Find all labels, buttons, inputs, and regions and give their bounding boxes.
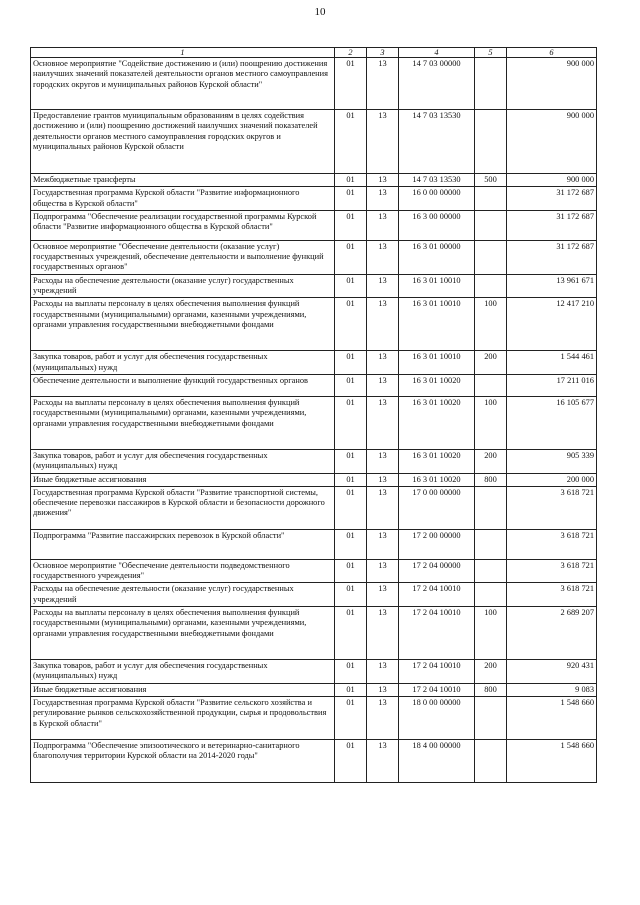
row-subsection: 13 [367, 660, 399, 684]
row-section: 01 [335, 739, 367, 782]
row-amount: 17 211 016 [507, 374, 597, 396]
row-expense-type [475, 187, 507, 211]
table-row [31, 486, 597, 529]
row-target-article: 16 3 00 00000 [399, 210, 475, 240]
row-target-article: 17 2 04 10010 [399, 660, 475, 684]
row-amount: 3 618 721 [507, 559, 597, 583]
row-expense-type: 800 [475, 473, 507, 486]
table-row [31, 559, 597, 583]
row-target-article: 18 4 00 00000 [399, 739, 475, 782]
row-name: Предоставление грантов муниципальным образованиям в целях содействия достижению и (или) поощрению достижений наилучших значений показателей деятельности органов местного самоуправления городских округов и муниципальных районов Курской области [31, 110, 335, 174]
table-row [31, 374, 597, 396]
table-row [31, 660, 597, 684]
row-target-article: 17 2 04 10010 [399, 607, 475, 660]
row-amount: 13 961 671 [507, 274, 597, 298]
row-name: Подпрограмма "Обеспечение эпизоотического и ветеринарно-санитарного благополучия территории Курской области на 2014-2020 годы" [31, 739, 335, 782]
row-subsection: 13 [367, 739, 399, 782]
table-row [31, 683, 597, 696]
row-subsection: 13 [367, 298, 399, 351]
row-amount: 1 544 461 [507, 351, 597, 375]
row-target-article: 14 7 03 13530 [399, 174, 475, 187]
row-section: 01 [335, 486, 367, 529]
row-subsection: 13 [367, 473, 399, 486]
row-section: 01 [335, 529, 367, 559]
budget-table [30, 47, 597, 783]
row-expense-type [475, 739, 507, 782]
table-row [31, 739, 597, 782]
row-subsection: 13 [367, 449, 399, 473]
row-name: Закупка товаров, работ и услуг для обеспечения государственных (муниципальных) нужд [31, 660, 335, 684]
row-name: Основное мероприятие "Содействие достижению и (или) поощрению достижения наилучших значений показателей деятельности органов местного самоуправления городских округов и муниципальных районов Курской области" [31, 58, 335, 110]
row-section: 01 [335, 58, 367, 110]
header-cell: 1 [31, 48, 335, 58]
row-expense-type [475, 58, 507, 110]
row-amount: 31 172 687 [507, 240, 597, 274]
row-amount: 920 431 [507, 660, 597, 684]
table-row [31, 58, 597, 110]
row-subsection: 13 [367, 110, 399, 174]
row-target-article: 18 0 00 00000 [399, 696, 475, 739]
row-expense-type: 100 [475, 607, 507, 660]
row-expense-type [475, 696, 507, 739]
row-amount: 3 618 721 [507, 583, 597, 607]
row-target-article: 17 2 04 00000 [399, 559, 475, 583]
table-row [31, 583, 597, 607]
table-row [31, 298, 597, 351]
row-target-article: 14 7 03 13530 [399, 110, 475, 174]
row-name: Закупка товаров, работ и услуг для обеспечения государственных (муниципальных) нужд [31, 351, 335, 375]
header-cell: 6 [507, 48, 597, 58]
table-row [31, 396, 597, 449]
row-expense-type [475, 210, 507, 240]
row-subsection: 13 [367, 240, 399, 274]
row-target-article: 16 3 01 10020 [399, 449, 475, 473]
row-target-article: 17 2 04 10010 [399, 583, 475, 607]
header-cell: 3 [367, 48, 399, 58]
row-amount: 905 339 [507, 449, 597, 473]
row-section: 01 [335, 374, 367, 396]
row-subsection: 13 [367, 607, 399, 660]
row-subsection: 13 [367, 351, 399, 375]
row-name: Государственная программа Курской области "Развитие информационного общества в Курской области" [31, 187, 335, 211]
row-section: 01 [335, 240, 367, 274]
row-name: Расходы на выплаты персоналу в целях обеспечения выполнения функций государственными (муниципальными) органами, казенными учреждениями, органами управления государственными внебюджетными фондами [31, 298, 335, 351]
table-row [31, 449, 597, 473]
row-subsection: 13 [367, 529, 399, 559]
row-section: 01 [335, 660, 367, 684]
row-subsection: 13 [367, 210, 399, 240]
table-row [31, 187, 597, 211]
row-target-article: 16 3 01 10010 [399, 274, 475, 298]
row-name: Основное мероприятие "Обеспечение деятельности (оказание услуг) государственных учреждений, обеспечение деятельности и выполнение функций государственных органов" [31, 240, 335, 274]
header-row [31, 48, 597, 58]
row-expense-type: 100 [475, 396, 507, 449]
row-target-article: 16 3 01 10020 [399, 374, 475, 396]
row-subsection: 13 [367, 396, 399, 449]
row-target-article: 17 2 00 00000 [399, 529, 475, 559]
row-name: Закупка товаров, работ и услуг для обеспечения государственных (муниципальных) нужд [31, 449, 335, 473]
row-section: 01 [335, 607, 367, 660]
row-amount: 12 417 210 [507, 298, 597, 351]
row-section: 01 [335, 210, 367, 240]
row-subsection: 13 [367, 583, 399, 607]
row-name: Подпрограмма "Обеспечение реализации государственной программы Курской области "Развитие информационного общества в Курской области" [31, 210, 335, 240]
row-name: Подпрограмма "Развитие пассажирских перевозок в Курской области" [31, 529, 335, 559]
table-row [31, 174, 597, 187]
table-row [31, 240, 597, 274]
row-section: 01 [335, 174, 367, 187]
table-row [31, 607, 597, 660]
row-name: Иные бюджетные ассигнования [31, 473, 335, 486]
row-expense-type: 100 [475, 298, 507, 351]
row-section: 01 [335, 110, 367, 174]
row-subsection: 13 [367, 559, 399, 583]
row-name: Расходы на выплаты персоналу в целях обеспечения выполнения функций государственными (муниципальными) органами, казенными учреждениями, органами управления государственными внебюджетными фондами [31, 396, 335, 449]
row-target-article: 16 3 01 10010 [399, 351, 475, 375]
table-row [31, 473, 597, 486]
row-target-article: 16 0 00 00000 [399, 187, 475, 211]
row-name: Межбюджетные трансферты [31, 174, 335, 187]
row-amount: 200 000 [507, 473, 597, 486]
row-subsection: 13 [367, 174, 399, 187]
row-target-article: 17 0 00 00000 [399, 486, 475, 529]
row-section: 01 [335, 449, 367, 473]
row-section: 01 [335, 396, 367, 449]
row-section: 01 [335, 696, 367, 739]
table-row [31, 351, 597, 375]
row-expense-type: 200 [475, 449, 507, 473]
table-row [31, 110, 597, 174]
row-expense-type [475, 486, 507, 529]
row-name: Расходы на обеспечение деятельности (оказание услуг) государственных учреждений [31, 274, 335, 298]
row-expense-type [475, 374, 507, 396]
row-subsection: 13 [367, 58, 399, 110]
row-target-article: 16 3 01 10020 [399, 473, 475, 486]
row-amount: 1 548 660 [507, 696, 597, 739]
row-expense-type [475, 529, 507, 559]
row-expense-type: 200 [475, 351, 507, 375]
row-amount: 900 000 [507, 58, 597, 110]
row-expense-type [475, 583, 507, 607]
row-section: 01 [335, 274, 367, 298]
row-amount: 9 083 [507, 683, 597, 696]
page-number: 10 [314, 6, 326, 18]
row-name: Государственная программа Курской области "Развитие транспортной системы, обеспечение перевозки пассажиров в Курской области и безопасности дорожного движения" [31, 486, 335, 529]
row-expense-type [475, 110, 507, 174]
row-subsection: 13 [367, 187, 399, 211]
row-subsection: 13 [367, 696, 399, 739]
row-amount: 3 618 721 [507, 486, 597, 529]
row-expense-type: 500 [475, 174, 507, 187]
row-amount: 16 105 677 [507, 396, 597, 449]
header-cell: 5 [475, 48, 507, 58]
row-target-article: 16 3 01 00000 [399, 240, 475, 274]
row-amount: 900 000 [507, 174, 597, 187]
row-name: Расходы на обеспечение деятельности (оказание услуг) государственных учреждений [31, 583, 335, 607]
row-section: 01 [335, 559, 367, 583]
row-name: Расходы на выплаты персоналу в целях обеспечения выполнения функций государственными (муниципальными) органами, казенными учреждениями, органами управления государственными внебюджетными фондами [31, 607, 335, 660]
row-amount: 31 172 687 [507, 187, 597, 211]
row-amount: 1 548 660 [507, 739, 597, 782]
row-expense-type [475, 240, 507, 274]
row-subsection: 13 [367, 374, 399, 396]
row-name: Обеспечение деятельности и выполнение функций государственных органов [31, 374, 335, 396]
table-row [31, 274, 597, 298]
row-subsection: 13 [367, 486, 399, 529]
row-name: Иные бюджетные ассигнования [31, 683, 335, 696]
row-name: Основное мероприятие "Обеспечение деятельности подведомственного государственного учреждения" [31, 559, 335, 583]
row-section: 01 [335, 583, 367, 607]
table-row [31, 529, 597, 559]
row-amount: 2 689 207 [507, 607, 597, 660]
row-subsection: 13 [367, 683, 399, 696]
row-amount: 900 000 [507, 110, 597, 174]
row-target-article: 16 3 01 10020 [399, 396, 475, 449]
row-target-article: 17 2 04 10010 [399, 683, 475, 696]
row-expense-type [475, 274, 507, 298]
row-amount: 31 172 687 [507, 210, 597, 240]
row-expense-type: 800 [475, 683, 507, 696]
header-cell: 2 [335, 48, 367, 58]
row-expense-type [475, 559, 507, 583]
row-section: 01 [335, 473, 367, 486]
row-target-article: 14 7 03 00000 [399, 58, 475, 110]
row-name: Государственная программа Курской области "Развитие сельского хозяйства и регулирование рынков сельскохозяйственной продукции, сырья и продовольствия в Курской области" [31, 696, 335, 739]
table-row [31, 696, 597, 739]
row-section: 01 [335, 187, 367, 211]
row-section: 01 [335, 683, 367, 696]
table-row [31, 210, 597, 240]
row-amount: 3 618 721 [507, 529, 597, 559]
row-expense-type: 200 [475, 660, 507, 684]
row-target-article: 16 3 01 10010 [399, 298, 475, 351]
row-section: 01 [335, 298, 367, 351]
row-section: 01 [335, 351, 367, 375]
row-subsection: 13 [367, 274, 399, 298]
header-cell: 4 [399, 48, 475, 58]
